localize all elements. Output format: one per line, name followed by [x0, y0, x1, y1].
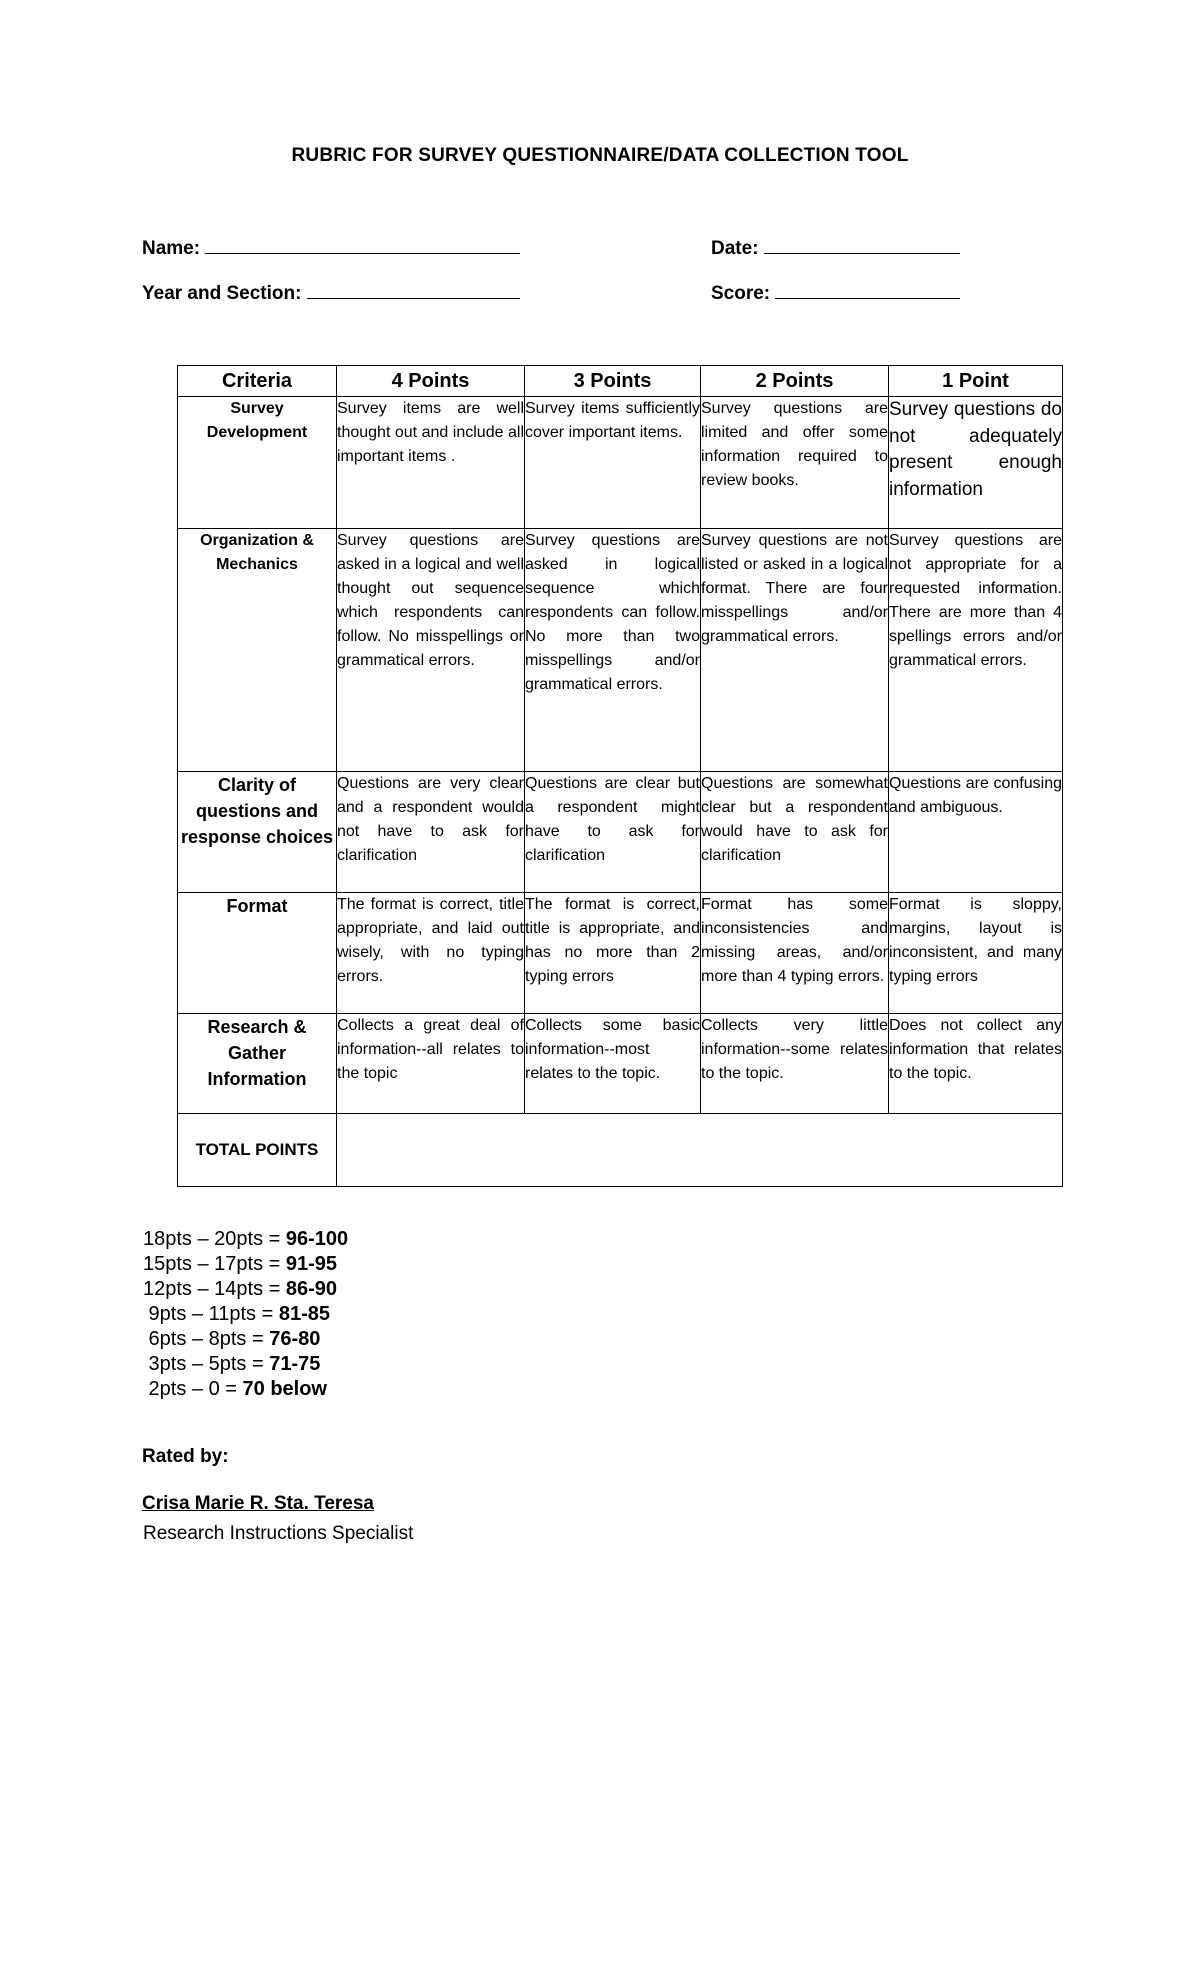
scale-grade: 96-100 [285, 1228, 349, 1250]
cell-4-points: Questions are very clear and a respondent would not have to ask for clarification [337, 772, 525, 893]
scale-grade: 76-80 [269, 1328, 321, 1350]
cell-2-points: Format has some inconsistencies and missing areas, and/or more than 4 typing errors. [701, 893, 889, 1014]
scale-sep: = [219, 1378, 243, 1400]
criterion-label: Organization & Mechanics [178, 529, 337, 772]
rubric-row-total [178, 1114, 1063, 1187]
header-criteria: Criteria [178, 366, 337, 397]
cell-3-points: Questions are clear but a respondent might have to ask for clarification [525, 772, 701, 893]
scale-grade: 86-90 [285, 1278, 338, 1300]
scale-sep: = [256, 1303, 279, 1325]
total-points-label: TOTAL POINTS [178, 1114, 337, 1187]
scale-range: 2pts – 0 [143, 1378, 220, 1400]
header-3-points: 3 Points [525, 366, 701, 397]
score-field [711, 280, 960, 305]
name-label: Name: [142, 238, 201, 259]
scale-row [143, 1352, 348, 1377]
date-label: Date: [711, 238, 759, 259]
year-section-label: Year and Section: [142, 283, 302, 304]
scale-range: 3pts – 5pts [143, 1353, 247, 1375]
cell-1-point: Does not collect any information that relates to the topic. [889, 1014, 1063, 1114]
scale-sep: = [246, 1353, 270, 1375]
signer-name: Crisa Marie R. Sta. Teresa [142, 1493, 374, 1514]
rubric-table [177, 365, 1063, 1187]
scale-range: 12pts – 14pts [143, 1278, 264, 1300]
scale-row [143, 1377, 348, 1402]
scale-sep: = [246, 1328, 270, 1350]
cell-4-points: The format is correct, title appropriate, and laid out wisely, with no typing errors. [337, 893, 525, 1014]
score-label: Score: [711, 283, 771, 304]
header-2-points: 2 Points [701, 366, 889, 397]
signer-position: Research Instructions Specialist [143, 1523, 414, 1544]
criterion-label: Format [178, 893, 337, 1014]
cell-4-points: Survey items are well thought out and include all important items . [337, 397, 525, 529]
scale-row [143, 1252, 348, 1277]
scale-range: 9pts – 11pts [143, 1303, 257, 1325]
scale-sep: = [263, 1253, 286, 1275]
scale-row [143, 1227, 348, 1252]
scale-grade: 81-85 [278, 1303, 330, 1325]
cell-1-point: Survey questions are not appropriate for a requested information. There are more than 4 spellings errors and/or grammatical errors. [889, 529, 1063, 772]
scale-grade: 70 below [242, 1378, 327, 1400]
date-blank-line[interactable] [764, 235, 960, 254]
cell-4-points: Collects a great deal of information--all relates to the topic [337, 1014, 525, 1114]
grading-scale [143, 1227, 348, 1402]
date-field [711, 235, 960, 260]
cell-3-points: Survey items sufficiently cover important items. [525, 397, 701, 529]
rubric-row-research [178, 1014, 1063, 1114]
cell-3-points: The format is correct, title is appropriate, and has no more than 2 typing errors [525, 893, 701, 1014]
scale-range: 6pts – 8pts [143, 1328, 247, 1350]
cell-1-point: Format is sloppy, margins, layout is inconsistent, and many typing errors [889, 893, 1063, 1014]
scale-row [143, 1277, 348, 1302]
header-1-point: 1 Point [889, 366, 1063, 397]
scale-range: 18pts – 20pts [143, 1228, 264, 1250]
name-field [142, 235, 520, 260]
rated-by-label: Rated by: [142, 1446, 229, 1467]
rubric-row-clarity [178, 772, 1063, 893]
scale-row [143, 1302, 348, 1327]
criterion-label: Survey Development [178, 397, 337, 529]
scale-grade: 71-75 [269, 1353, 321, 1375]
cell-2-points: Questions are somewhat clear but a respondent would have to ask for clarification [701, 772, 889, 893]
document-title: RUBRIC FOR SURVEY QUESTIONNAIRE/DATA COLLECTION TOOL [291, 145, 909, 166]
cell-4-points: Survey questions are asked in a logical and well thought out sequence which respondents can follow. No misspellings or grammatical errors. [337, 529, 525, 772]
rubric-row-format [178, 893, 1063, 1014]
score-blank-line[interactable] [775, 280, 960, 299]
criterion-label: Research & Gather Information [178, 1014, 337, 1114]
total-points-value-cell[interactable] [337, 1114, 1063, 1187]
cell-2-points: Collects very little information--some relates to the topic. [701, 1014, 889, 1114]
year-section-blank-line[interactable] [307, 280, 520, 299]
cell-2-points: Survey questions are not listed or asked in a logical format. There are four misspellings and/or grammatical errors. [701, 529, 889, 772]
name-blank-line[interactable] [205, 235, 520, 254]
cell-1-point: Survey questions do not adequately present enough information [889, 397, 1063, 529]
criterion-label: Clarity of questions and response choices [178, 772, 337, 893]
cell-2-points: Survey questions are limited and offer some information required to review books. [701, 397, 889, 529]
cell-3-points: Survey questions are asked in logical sequence which respondents can follow. No more than two misspellings and/or grammatical errors. [525, 529, 701, 772]
header-4-points: 4 Points [337, 366, 525, 397]
rubric-row-survey-development [178, 397, 1063, 529]
rubric-header-row [178, 366, 1063, 397]
scale-row [143, 1327, 348, 1352]
cell-3-points: Collects some basic information--most relates to the topic. [525, 1014, 701, 1114]
scale-grade: 91-95 [285, 1253, 338, 1275]
scale-sep: = [263, 1228, 286, 1250]
rubric-row-organization-mechanics [178, 529, 1063, 772]
year-section-field [142, 280, 520, 305]
scale-sep: = [263, 1278, 286, 1300]
scale-range: 15pts – 17pts [143, 1253, 264, 1275]
cell-1-point: Questions are confusing and ambiguous. [889, 772, 1063, 893]
